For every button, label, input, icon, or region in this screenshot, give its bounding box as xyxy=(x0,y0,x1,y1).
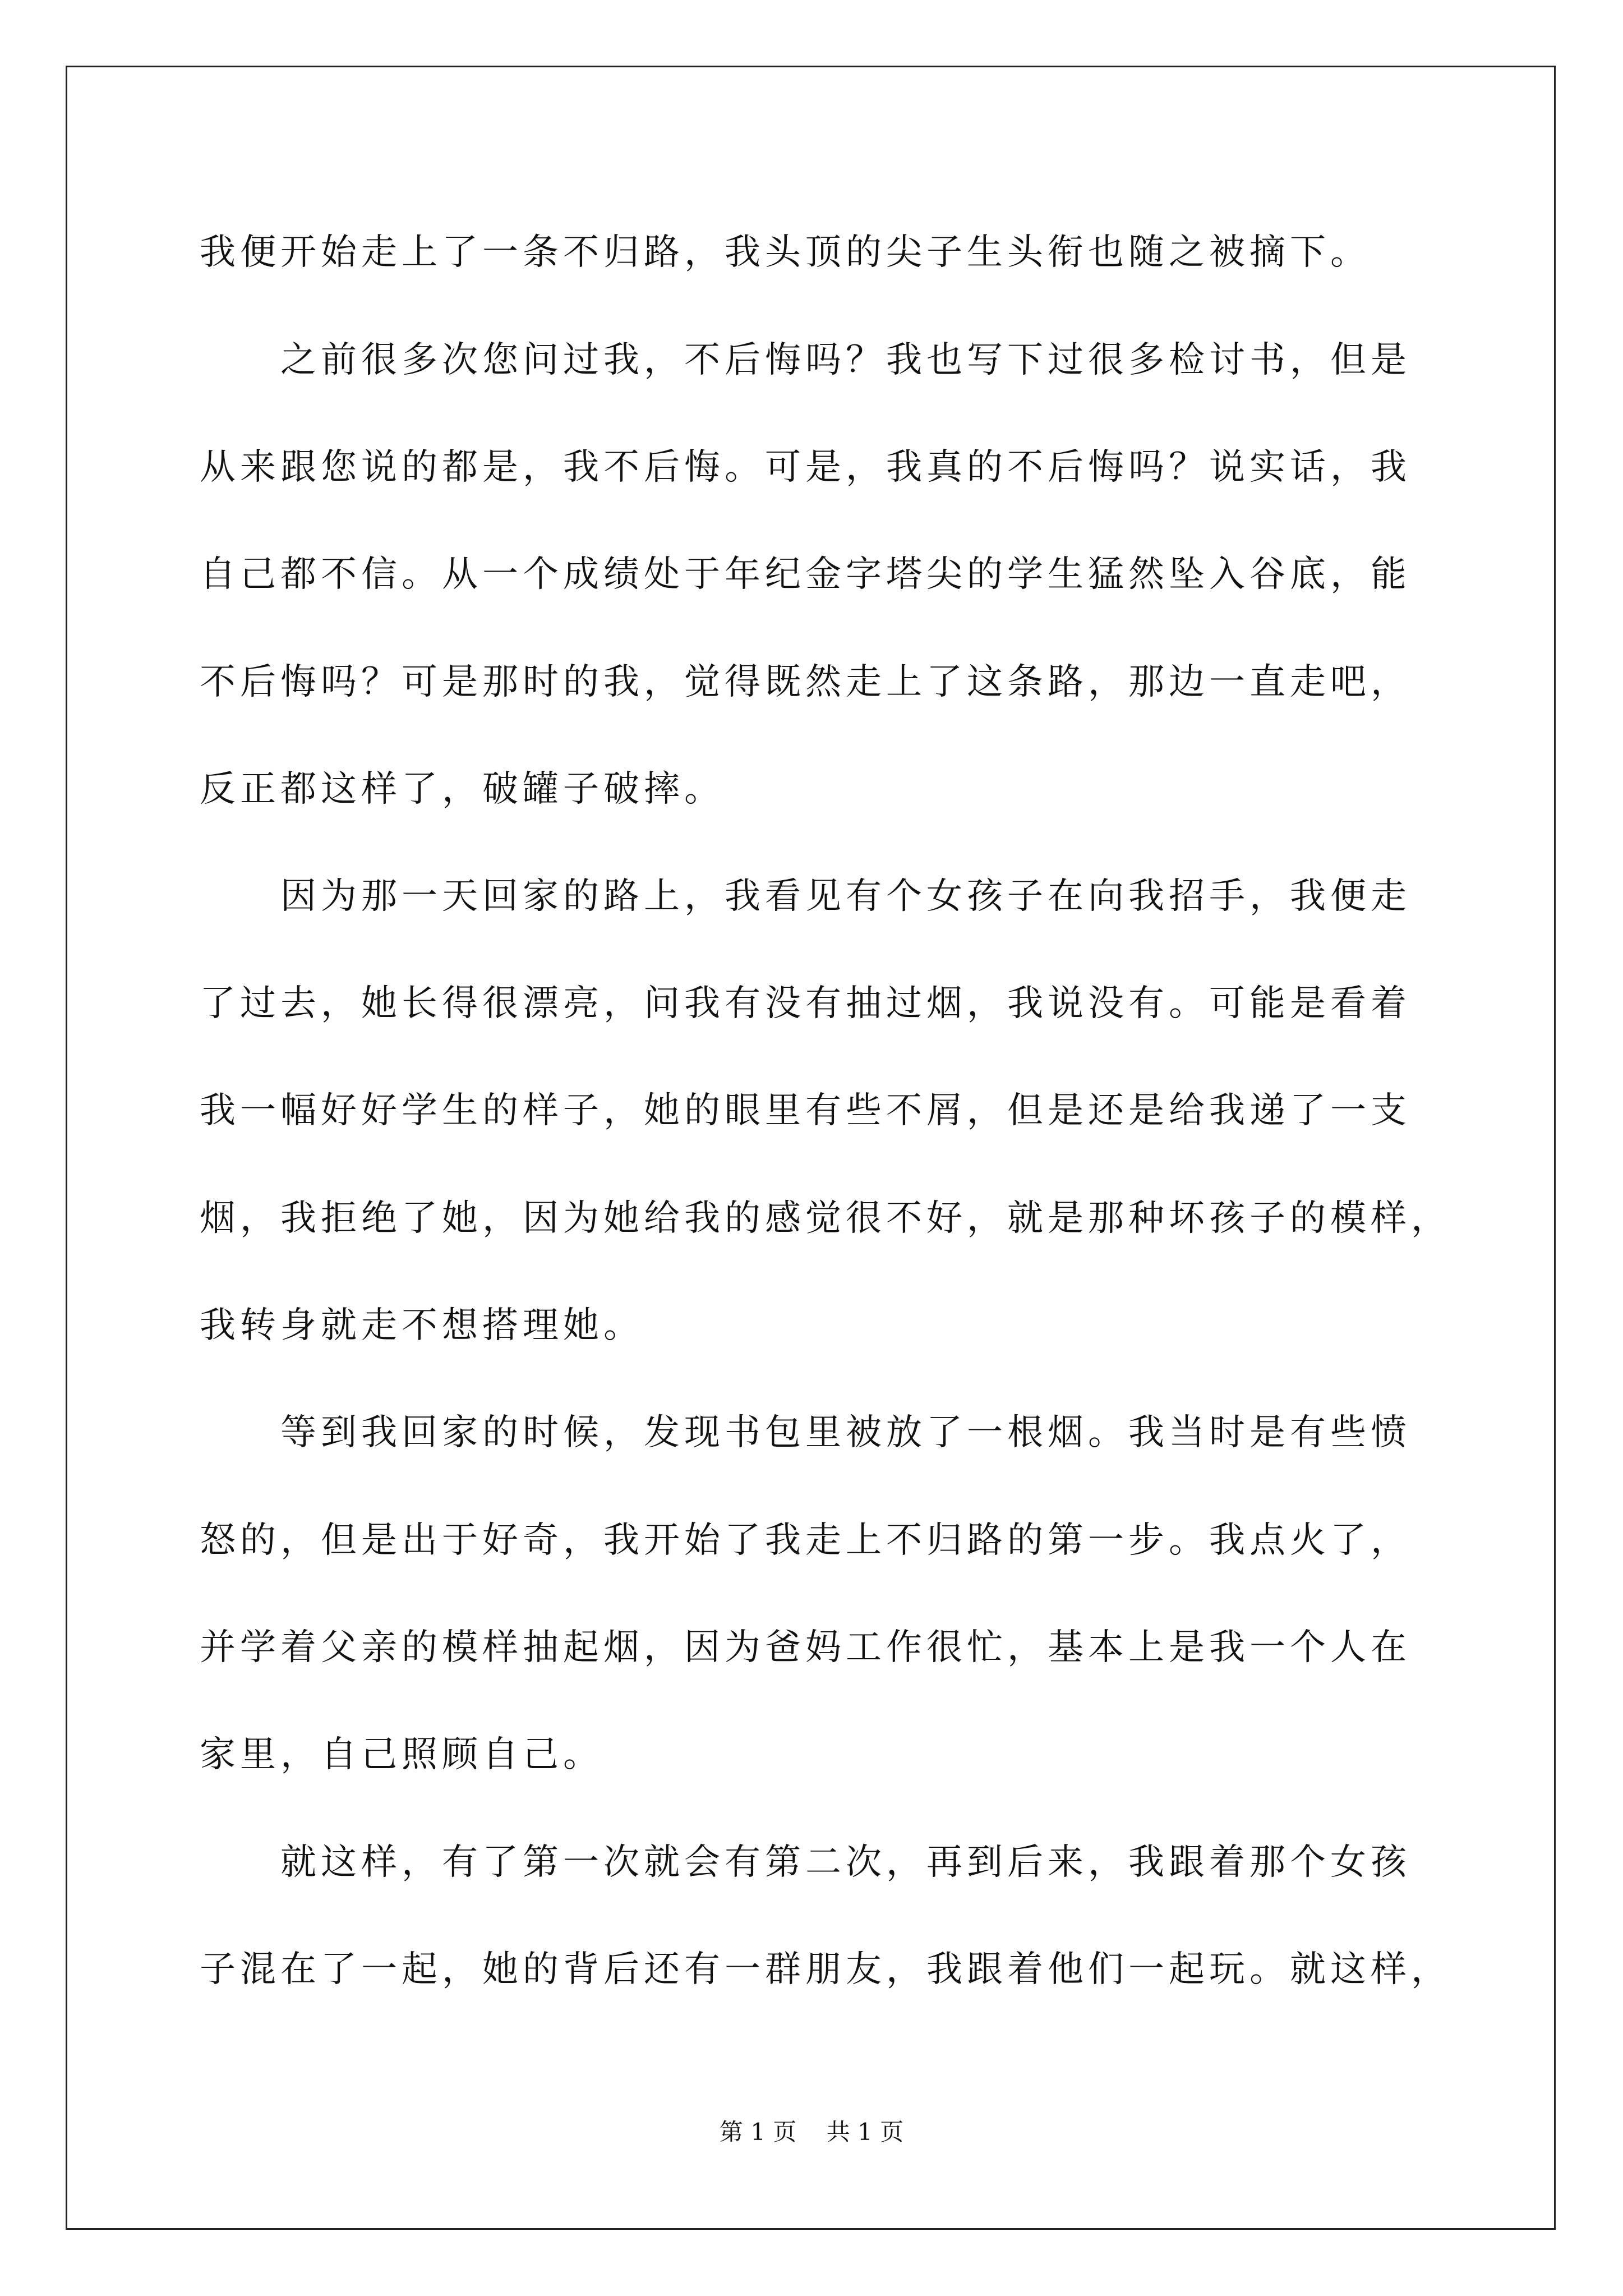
text-line: 子混在了一起，她的背后还有一群朋友，我跟着他们一起玩。就这样， xyxy=(200,1949,1451,1990)
text-line: 怒的，但是出于好奇，我开始了我走上不归路的第一步。我点火了， xyxy=(200,1520,1411,1561)
text-line: 我便开始走上了一条不归路，我头顶的尖子生头衔也随之被摘下。 xyxy=(200,232,1371,273)
text-line: 反正都这样了，破罐子破摔。 xyxy=(200,769,725,810)
paragraph-start-line: 之前很多次您问过我，不后悔吗？我也写下过很多检讨书，但是 xyxy=(280,339,1411,381)
text-line: 家里，自己照顾自己。 xyxy=(200,1734,603,1775)
text-line: 不后悔吗？可是那时的我，觉得既然走上了这条路，那边一直走吧， xyxy=(200,661,1411,703)
text-line: 自己都不信。从一个成绩处于年纪金字塔尖的学生猛然坠入谷底，能 xyxy=(200,554,1411,595)
text-line: 烟，我拒绝了她，因为她给我的感觉很不好，就是那种坏孩子的模样， xyxy=(200,1198,1451,1239)
text-line: 我转身就走不想搭理她。 xyxy=(200,1305,644,1346)
text-line: 从来跟您说的都是，我不后悔。可是，我真的不后悔吗？说实话，我 xyxy=(200,447,1411,488)
text-line: 我一幅好好学生的样子，她的眼里有些不屑，但是还是给我递了一支 xyxy=(200,1090,1411,1131)
page-border xyxy=(66,66,1556,2230)
paragraph-start-line: 等到我回家的时候，发现书包里被放了一根烟。我当时是有些愤 xyxy=(280,1412,1411,1453)
paragraph-start-line: 因为那一天回家的路上，我看见有个女孩子在向我招手，我便走 xyxy=(280,876,1411,917)
paragraph-start-line: 就这样，有了第一次就会有第二次，再到后来，我跟着那个女孩 xyxy=(280,1842,1411,1883)
text-line: 了过去，她长得很漂亮，问我有没有抽过烟，我说没有。可能是看着 xyxy=(200,983,1411,1024)
page-number-footer: 第 1 页 共 1 页 xyxy=(719,2118,904,2146)
text-line: 并学着父亲的模样抽起烟，因为爸妈工作很忙，基本上是我一个人在 xyxy=(200,1627,1411,1668)
